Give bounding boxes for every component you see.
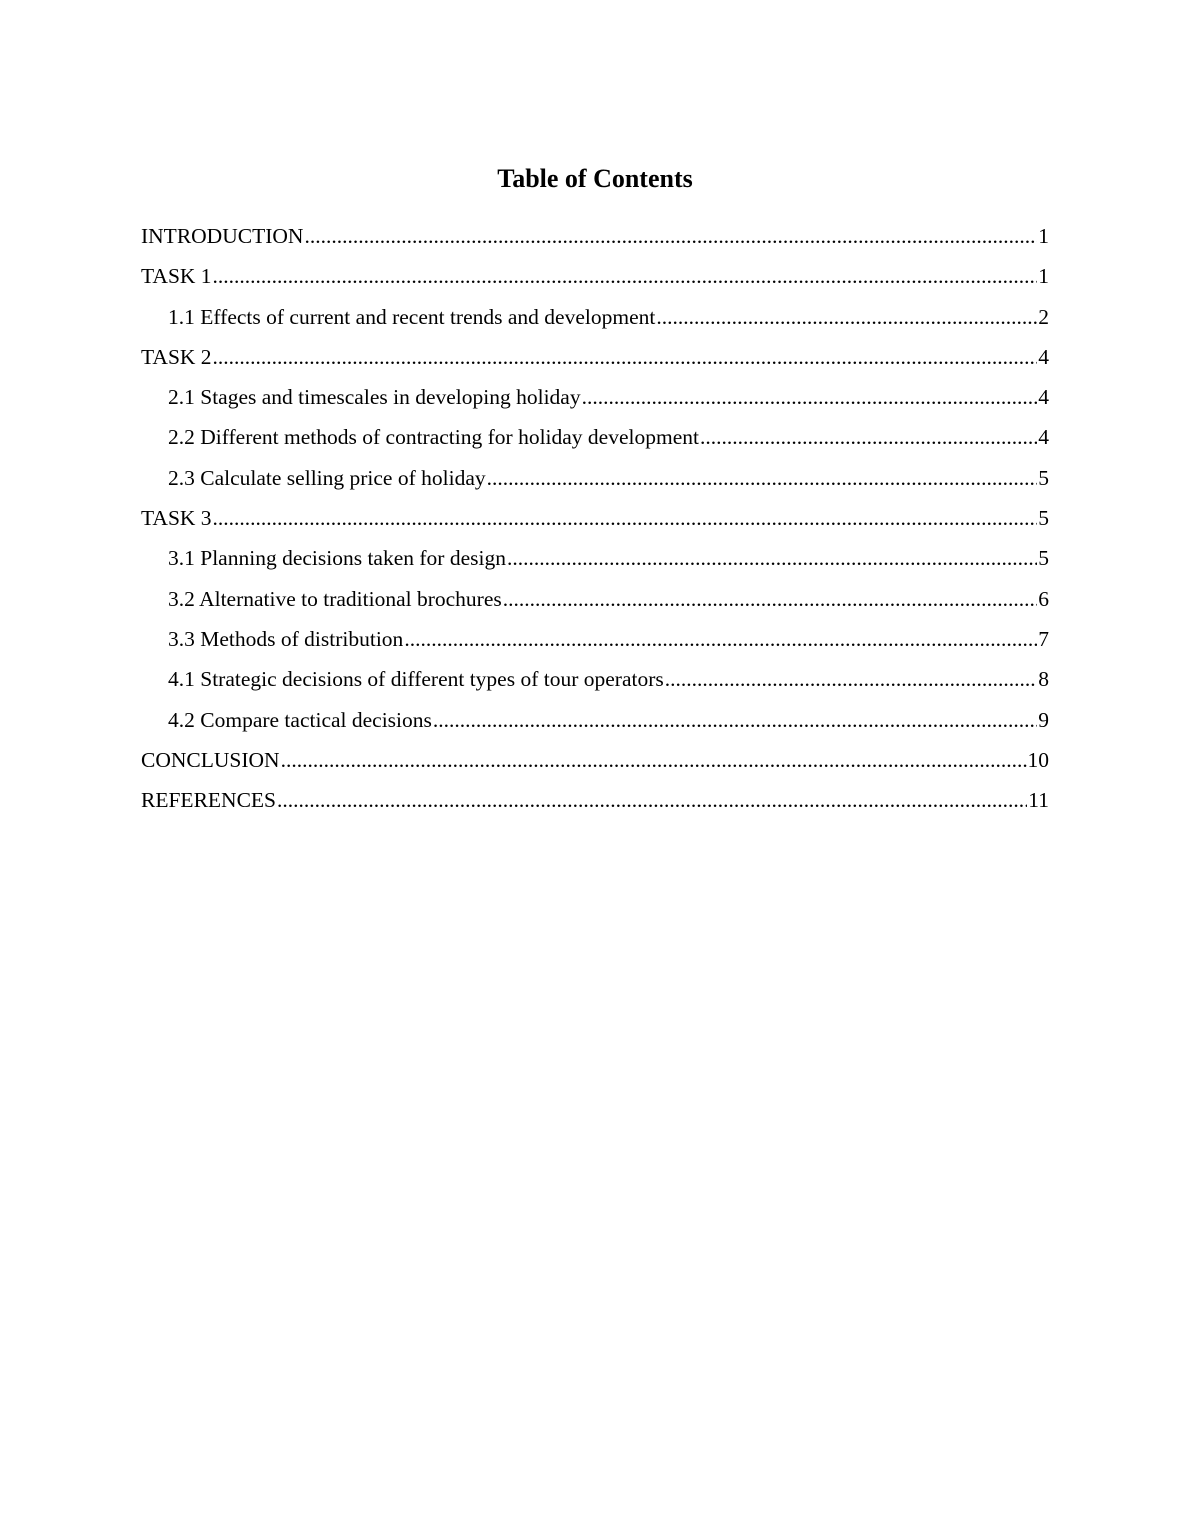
toc-dot-leader (277, 780, 1027, 820)
toc-dot-leader (404, 619, 1037, 659)
toc-entry[interactable] (141, 417, 1049, 457)
toc-page-number: 11 (1028, 788, 1049, 813)
toc-entry-label: TASK 2 (141, 344, 212, 369)
toc-entry[interactable] (141, 337, 1049, 377)
toc-entry[interactable] (141, 256, 1049, 296)
toc-dot-leader (700, 417, 1037, 457)
toc-entry-label: INTRODUCTION (141, 224, 304, 248)
toc-entry-label: 3.2 Alternative to traditional brochures (168, 586, 502, 611)
toc-page-number: 4 (1038, 425, 1049, 450)
toc-entry-label: 4.2 Compare tactical decisions (168, 707, 432, 732)
toc-dot-leader (213, 498, 1038, 538)
toc-page-number: 6 (1038, 586, 1049, 611)
toc-entry[interactable] (141, 377, 1049, 417)
toc-dot-leader (507, 538, 1037, 578)
toc-dot-leader (503, 579, 1037, 619)
toc-entry[interactable] (141, 740, 1049, 780)
toc-page-number: 8 (1038, 667, 1049, 692)
toc-entry-label: REFERENCES (141, 788, 276, 813)
toc-entry-label: CONCLUSION (141, 747, 280, 772)
toc-entry-label: 2.1 Stages and timescales in developing holiday (168, 385, 581, 410)
toc-list (141, 216, 1049, 820)
toc-entry-label: TASK 1 (141, 264, 212, 289)
toc-page-number: 2 (1038, 304, 1049, 329)
toc-entry-label: 2.3 Calculate selling price of holiday (168, 465, 486, 490)
toc-entry[interactable] (141, 458, 1049, 498)
toc-entry-label: TASK 3 (141, 506, 212, 531)
toc-dot-leader (665, 659, 1037, 699)
toc-page-number: 1 (1038, 264, 1049, 289)
toc-entry[interactable] (141, 498, 1049, 538)
toc-page-number: 10 (1027, 747, 1049, 772)
toc-page-number: 5 (1038, 465, 1049, 490)
toc-entry[interactable] (141, 700, 1049, 740)
toc-entry[interactable] (141, 297, 1049, 337)
toc-entry[interactable] (141, 659, 1049, 699)
toc-entry[interactable] (141, 216, 1049, 256)
toc-entry-label: 4.1 Strategic decisions of different types of tour operators (168, 667, 664, 692)
toc-entry-label: 3.1 Planning decisions taken for design (168, 546, 506, 571)
toc-dot-leader (656, 297, 1037, 337)
toc-page-number: 4 (1038, 344, 1049, 369)
toc-dot-leader (213, 337, 1038, 377)
toc-entry[interactable] (141, 619, 1049, 659)
toc-page-number: 7 (1038, 626, 1049, 651)
toc-entry[interactable] (141, 538, 1049, 578)
toc-dot-leader (433, 700, 1037, 740)
toc-entry-label: 2.2 Different methods of contracting for holiday development (168, 425, 699, 450)
toc-entry-label: 3.3 Methods of distribution (168, 626, 404, 651)
toc-page-number: 1 (1038, 224, 1049, 248)
toc-page-number: 9 (1038, 707, 1049, 732)
toc-page-number: 5 (1038, 546, 1049, 571)
toc-page-number: 5 (1038, 506, 1049, 531)
toc-dot-leader (582, 377, 1038, 417)
toc-dot-leader (304, 216, 1037, 256)
toc-entry[interactable] (141, 579, 1049, 619)
toc-page-number: 4 (1038, 385, 1049, 410)
toc-dot-leader (487, 458, 1038, 498)
toc-entry[interactable] (141, 780, 1049, 820)
toc-entry-label: 1.1 Effects of current and recent trends and development (168, 304, 656, 329)
toc-title: Table of Contents (497, 164, 693, 193)
toc-dot-leader (281, 740, 1027, 780)
toc-dot-leader (213, 256, 1038, 296)
